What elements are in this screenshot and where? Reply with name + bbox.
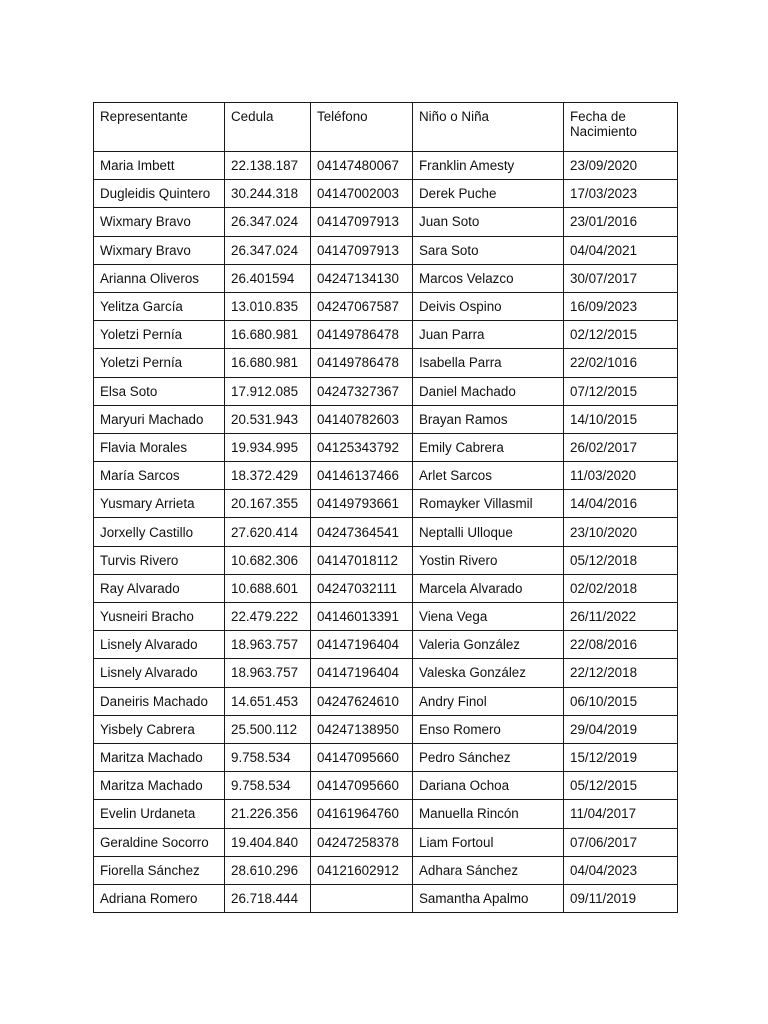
telefono-cell: 04146137466 xyxy=(311,462,413,490)
table-row xyxy=(94,884,678,912)
telefono-cell: 04247134130 xyxy=(311,264,413,292)
cedula-cell: 20.167.355 xyxy=(225,490,311,518)
representante-cell: Daneiris Machado xyxy=(94,687,225,715)
telefono-cell: 04147095660 xyxy=(311,772,413,800)
cedula-cell: 26.718.444 xyxy=(225,884,311,912)
fecha-de-nacimiento-cell: 05/12/2015 xyxy=(564,772,678,800)
header-nino-o-nina: Niño o Niña xyxy=(413,103,564,152)
fecha-de-nacimiento-cell: 23/09/2020 xyxy=(564,152,678,180)
nino-o-nina-cell: Enso Romero xyxy=(413,715,564,743)
telefono-cell: 04121602912 xyxy=(311,856,413,884)
representante-cell: Fiorella Sánchez xyxy=(94,856,225,884)
nino-o-nina-cell: Marcos Velazco xyxy=(413,264,564,292)
telefono-cell: 04149786478 xyxy=(311,321,413,349)
telefono-cell: 04147097913 xyxy=(311,208,413,236)
representante-cell: Ray Alvarado xyxy=(94,574,225,602)
fecha-de-nacimiento-cell: 11/04/2017 xyxy=(564,800,678,828)
fecha-de-nacimiento-cell: 04/04/2023 xyxy=(564,856,678,884)
telefono-cell: 04247258378 xyxy=(311,828,413,856)
table-row xyxy=(94,772,678,800)
table-row xyxy=(94,490,678,518)
cedula-cell: 16.680.981 xyxy=(225,321,311,349)
telefono-cell: 04161964760 xyxy=(311,800,413,828)
table-row xyxy=(94,800,678,828)
table-row xyxy=(94,208,678,236)
cedula-cell: 14.651.453 xyxy=(225,687,311,715)
representante-cell: María Sarcos xyxy=(94,462,225,490)
table-row xyxy=(94,631,678,659)
nino-o-nina-cell: Deivis Ospino xyxy=(413,292,564,320)
cedula-cell: 30.244.318 xyxy=(225,180,311,208)
nino-o-nina-cell: Neptalli Ulloque xyxy=(413,518,564,546)
table-row xyxy=(94,264,678,292)
fecha-de-nacimiento-cell: 11/03/2020 xyxy=(564,462,678,490)
telefono-cell: 04147095660 xyxy=(311,743,413,771)
table-row xyxy=(94,152,678,180)
telefono-cell: 04147002003 xyxy=(311,180,413,208)
cedula-cell: 26.347.024 xyxy=(225,208,311,236)
nino-o-nina-cell: Daniel Machado xyxy=(413,377,564,405)
cedula-cell: 26.347.024 xyxy=(225,236,311,264)
cedula-cell: 22.138.187 xyxy=(225,152,311,180)
telefono-cell: 04247327367 xyxy=(311,377,413,405)
nino-o-nina-cell: Sara Soto xyxy=(413,236,564,264)
table-row xyxy=(94,603,678,631)
representante-cell: Maritza Machado xyxy=(94,772,225,800)
fecha-de-nacimiento-cell: 22/12/2018 xyxy=(564,659,678,687)
cedula-cell: 21.226.356 xyxy=(225,800,311,828)
table-header xyxy=(94,103,678,152)
telefono-cell: 04149793661 xyxy=(311,490,413,518)
fecha-de-nacimiento-cell: 09/11/2019 xyxy=(564,884,678,912)
fecha-de-nacimiento-cell: 17/03/2023 xyxy=(564,180,678,208)
telefono-cell: 04247138950 xyxy=(311,715,413,743)
telefono-cell: 04247032111 xyxy=(311,574,413,602)
telefono-cell: 04247364541 xyxy=(311,518,413,546)
nino-o-nina-cell: Andry Finol xyxy=(413,687,564,715)
fecha-de-nacimiento-cell: 02/02/2018 xyxy=(564,574,678,602)
telefono-cell: 04147196404 xyxy=(311,659,413,687)
cedula-cell: 9.758.534 xyxy=(225,743,311,771)
nino-o-nina-cell: Franklin Amesty xyxy=(413,152,564,180)
representante-cell: Yoletzi Pernía xyxy=(94,349,225,377)
table-body xyxy=(94,152,678,913)
fecha-de-nacimiento-cell: 02/12/2015 xyxy=(564,321,678,349)
header-representante: Representante xyxy=(94,103,225,152)
cedula-cell: 13.010.835 xyxy=(225,292,311,320)
nino-o-nina-cell: Juan Soto xyxy=(413,208,564,236)
table-row xyxy=(94,687,678,715)
cedula-cell: 25.500.112 xyxy=(225,715,311,743)
fecha-de-nacimiento-cell: 16/09/2023 xyxy=(564,292,678,320)
fecha-de-nacimiento-cell: 26/02/2017 xyxy=(564,433,678,461)
fecha-de-nacimiento-cell: 22/08/2016 xyxy=(564,631,678,659)
table-row xyxy=(94,377,678,405)
table-row xyxy=(94,518,678,546)
representante-cell: Lisnely Alvarado xyxy=(94,631,225,659)
representante-cell: Maria Imbett xyxy=(94,152,225,180)
cedula-cell: 10.682.306 xyxy=(225,546,311,574)
representante-cell: Wixmary Bravo xyxy=(94,236,225,264)
fecha-de-nacimiento-cell: 29/04/2019 xyxy=(564,715,678,743)
table-row xyxy=(94,743,678,771)
telefono-cell: 04147097913 xyxy=(311,236,413,264)
nino-o-nina-cell: Valeska González xyxy=(413,659,564,687)
nino-o-nina-cell: Viena Vega xyxy=(413,603,564,631)
cedula-cell: 16.680.981 xyxy=(225,349,311,377)
fecha-de-nacimiento-cell: 05/12/2018 xyxy=(564,546,678,574)
cedula-cell: 28.610.296 xyxy=(225,856,311,884)
cedula-cell: 18.963.757 xyxy=(225,659,311,687)
representante-cell: Flavia Morales xyxy=(94,433,225,461)
fecha-de-nacimiento-cell: 14/10/2015 xyxy=(564,405,678,433)
representante-cell: Jorxelly Castillo xyxy=(94,518,225,546)
representante-cell: Elsa Soto xyxy=(94,377,225,405)
nino-o-nina-cell: Yostin Rivero xyxy=(413,546,564,574)
telefono-cell xyxy=(311,884,413,912)
nino-o-nina-cell: Liam Fortoul xyxy=(413,828,564,856)
fecha-de-nacimiento-cell: 22/02/1016 xyxy=(564,349,678,377)
cedula-cell: 17.912.085 xyxy=(225,377,311,405)
representante-cell: Yusmary Arrieta xyxy=(94,490,225,518)
table-row xyxy=(94,574,678,602)
telefono-cell: 04247624610 xyxy=(311,687,413,715)
header-cedula: Cedula xyxy=(225,103,311,152)
fecha-de-nacimiento-cell: 30/07/2017 xyxy=(564,264,678,292)
representante-cell: Yoletzi Pernía xyxy=(94,321,225,349)
header-fecha-de-nacimiento: Fecha de Nacimiento xyxy=(564,103,678,152)
representante-cell: Turvis Rivero xyxy=(94,546,225,574)
fecha-de-nacimiento-cell: 14/04/2016 xyxy=(564,490,678,518)
telefono-cell: 04147018112 xyxy=(311,546,413,574)
representante-cell: Geraldine Socorro xyxy=(94,828,225,856)
nino-o-nina-cell: Marcela Alvarado xyxy=(413,574,564,602)
telefono-cell: 04140782603 xyxy=(311,405,413,433)
nino-o-nina-cell: Pedro Sánchez xyxy=(413,743,564,771)
cedula-cell: 19.404.840 xyxy=(225,828,311,856)
nino-o-nina-cell: Adhara Sánchez xyxy=(413,856,564,884)
cedula-cell: 26.401594 xyxy=(225,264,311,292)
nino-o-nina-cell: Arlet Sarcos xyxy=(413,462,564,490)
nino-o-nina-cell: Derek Puche xyxy=(413,180,564,208)
cedula-cell: 10.688.601 xyxy=(225,574,311,602)
table-row xyxy=(94,292,678,320)
nino-o-nina-cell: Isabella Parra xyxy=(413,349,564,377)
registry-table xyxy=(93,102,678,913)
nino-o-nina-cell: Dariana Ochoa xyxy=(413,772,564,800)
representante-cell: Maritza Machado xyxy=(94,743,225,771)
fecha-de-nacimiento-cell: 23/01/2016 xyxy=(564,208,678,236)
telefono-cell: 04247067587 xyxy=(311,292,413,320)
fecha-de-nacimiento-cell: 07/06/2017 xyxy=(564,828,678,856)
telefono-cell: 04146013391 xyxy=(311,603,413,631)
nino-o-nina-cell: Brayan Ramos xyxy=(413,405,564,433)
fecha-de-nacimiento-cell: 06/10/2015 xyxy=(564,687,678,715)
representante-cell: Yelitza García xyxy=(94,292,225,320)
cedula-cell: 22.479.222 xyxy=(225,603,311,631)
header-row xyxy=(94,103,678,152)
table-row xyxy=(94,462,678,490)
representante-cell: Wixmary Bravo xyxy=(94,208,225,236)
table-row xyxy=(94,715,678,743)
nino-o-nina-cell: Romayker Villasmil xyxy=(413,490,564,518)
header-telefono: Teléfono xyxy=(311,103,413,152)
nino-o-nina-cell: Emily Cabrera xyxy=(413,433,564,461)
fecha-de-nacimiento-cell: 26/11/2022 xyxy=(564,603,678,631)
nino-o-nina-cell: Manuella Rincón xyxy=(413,800,564,828)
representante-cell: Dugleidis Quintero xyxy=(94,180,225,208)
nino-o-nina-cell: Juan Parra xyxy=(413,321,564,349)
cedula-cell: 18.963.757 xyxy=(225,631,311,659)
table-row xyxy=(94,828,678,856)
telefono-cell: 04125343792 xyxy=(311,433,413,461)
representante-cell: Adriana Romero xyxy=(94,884,225,912)
nino-o-nina-cell: Samantha Apalmo xyxy=(413,884,564,912)
telefono-cell: 04147196404 xyxy=(311,631,413,659)
table-row xyxy=(94,856,678,884)
table-row xyxy=(94,659,678,687)
cedula-cell: 20.531.943 xyxy=(225,405,311,433)
table-row xyxy=(94,433,678,461)
cedula-cell: 9.758.534 xyxy=(225,772,311,800)
representante-cell: Evelin Urdaneta xyxy=(94,800,225,828)
telefono-cell: 04147480067 xyxy=(311,152,413,180)
table-row xyxy=(94,180,678,208)
cedula-cell: 27.620.414 xyxy=(225,518,311,546)
nino-o-nina-cell: Valeria González xyxy=(413,631,564,659)
cedula-cell: 18.372.429 xyxy=(225,462,311,490)
table-row xyxy=(94,405,678,433)
fecha-de-nacimiento-cell: 04/04/2021 xyxy=(564,236,678,264)
telefono-cell: 04149786478 xyxy=(311,349,413,377)
representante-cell: Maryuri Machado xyxy=(94,405,225,433)
table-row xyxy=(94,349,678,377)
table-row xyxy=(94,321,678,349)
representante-cell: Arianna Oliveros xyxy=(94,264,225,292)
table-row xyxy=(94,546,678,574)
cedula-cell: 19.934.995 xyxy=(225,433,311,461)
representante-cell: Yisbely Cabrera xyxy=(94,715,225,743)
fecha-de-nacimiento-cell: 15/12/2019 xyxy=(564,743,678,771)
representante-cell: Lisnely Alvarado xyxy=(94,659,225,687)
fecha-de-nacimiento-cell: 23/10/2020 xyxy=(564,518,678,546)
representante-cell: Yusneiri Bracho xyxy=(94,603,225,631)
fecha-de-nacimiento-cell: 07/12/2015 xyxy=(564,377,678,405)
table-row xyxy=(94,236,678,264)
